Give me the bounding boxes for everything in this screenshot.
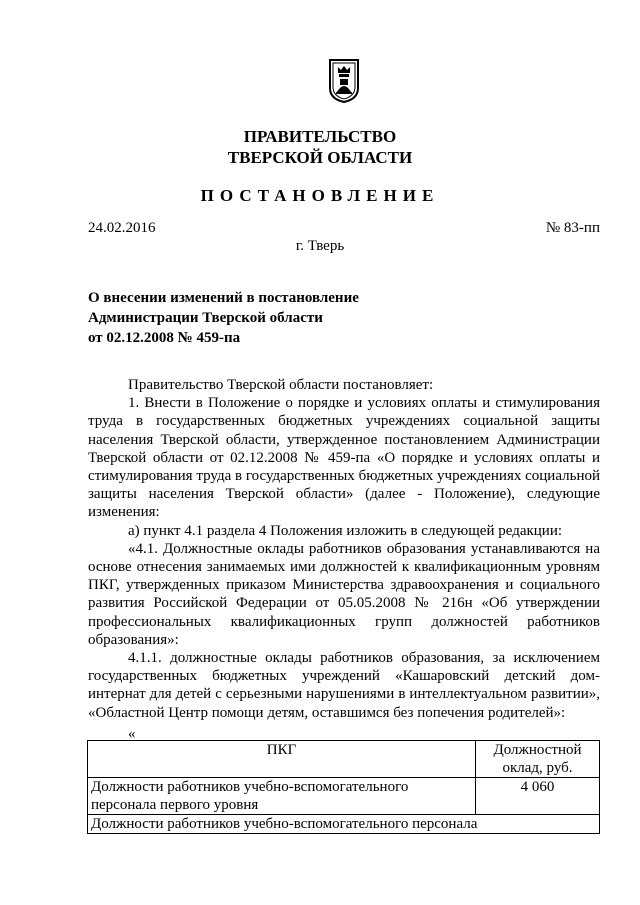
table-cell-salary: 4 060 — [476, 778, 600, 815]
table-header-row — [88, 741, 600, 778]
coat-of-arms-icon — [328, 58, 360, 103]
paragraph-preamble: Правительство Тверской области постановляет: — [128, 377, 434, 393]
column-header-pkg: ПКГ — [88, 741, 476, 778]
paragraph-4-1-1: 4.1.1. должностные оклады работников образования, за исключением государственных бюджетных учреждений «Кашаровский детский дом-интернат для детей с серьезными нарушениями в интеллектуальном развитии», «Областной Центр помощи детям, оставшимся без попечения родителей»: — [88, 650, 600, 721]
paragraph-4-1: «4.1. Должностные оклады работников образования устанавливаются на основе отнесения занимаемых ими должностей к квалификационным уровням ПКГ, утвержденных приказом Министерства здравоохранения и социального развития Российской Федерации от 05.05.2008 № 216н «Об утверждении профессиональных квалификационных групп должностей работников образования»: — [88, 540, 600, 648]
subject-line1: О внесении изменений в постановление — [88, 290, 359, 306]
document-body — [88, 376, 600, 722]
paragraph-item-1: 1. Внести в Положение о порядке и условиях оплаты и стимулирования труда в государственных бюджетных учреждениях социальной защиты населения Тверской области, утвержденное постановлением Администрации Тверской области от 02.12.2008 № 459-па «О порядке и условиях оплаты и стимулирования труда в государственных бюджетных учреждениях социальной защиты населения Тверской области» (далее - Положение), следующие изменения: — [88, 395, 600, 521]
document-city: г. Тверь — [295, 238, 345, 254]
table-row — [88, 778, 600, 815]
document-subject — [88, 288, 359, 348]
government-name-line2: ТВЕРСКОЙ ОБЛАСТИ — [227, 148, 413, 167]
salary-table — [87, 740, 600, 834]
document-number: № 83-пп — [545, 220, 600, 236]
column-header-salary: Должностной оклад, руб. — [476, 741, 600, 778]
paragraph-item-a: а) пункт 4.1 раздела 4 Положения изложить в следующей редакции: — [128, 522, 563, 539]
document-date: 24.02.2016 — [88, 220, 156, 236]
table-open-quote: « — [128, 726, 136, 742]
table-cell-pkg: Должности работников учебно-вспомогательного персонала первого уровня — [88, 778, 476, 815]
subject-line2: Администрации Тверской области — [88, 310, 323, 326]
subject-line3: от 02.12.2008 № 459-па — [88, 330, 241, 346]
table-row — [88, 815, 600, 834]
table-cell-group: Должности работников учебно-вспомогательного персонала — [88, 815, 600, 834]
document-type: ПОСТАНОВЛЕНИЕ — [200, 186, 440, 205]
government-name-line1: ПРАВИТЕЛЬСТВО — [243, 127, 397, 146]
